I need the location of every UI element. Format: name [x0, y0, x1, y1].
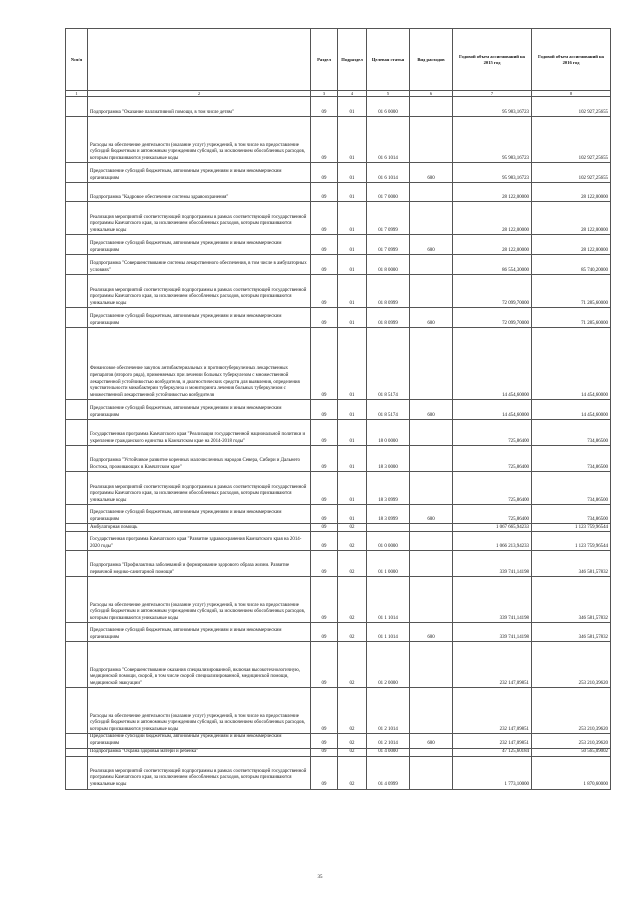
row-podrazdel-cell: 02 [338, 532, 367, 551]
row-2016-value-cell: 1 870,60000 [532, 756, 611, 789]
row-number-cell [66, 328, 88, 400]
row-razdel-cell: 09 [311, 420, 338, 446]
row-2015-value-cell: 95 983,16723 [453, 163, 532, 183]
row-target-article-cell: 01 4 0000 [367, 748, 410, 756]
row-target-article-cell: 01 7 0999 [367, 202, 410, 235]
row-2016-value-cell: 734,86500 [532, 420, 611, 446]
table-row [66, 235, 611, 255]
row-razdel-cell: 09 [311, 97, 338, 117]
row-name-cell: Подпрограмма "Профилактика заболеваний и формирование здорового образа жизни. Развитие первичной медико-санитарной помощи" [88, 551, 311, 577]
row-target-article-cell: 18 3 0000 [367, 446, 410, 472]
row-expense-type-cell [410, 275, 453, 308]
row-podrazdel-cell: 01 [338, 328, 367, 400]
row-target-article-cell: 01 7 0000 [367, 183, 410, 202]
row-target-article-cell: 01 8 5174 [367, 328, 410, 400]
row-2016-value-cell: 734,86500 [532, 472, 611, 505]
row-2016-value-cell: 28 122,00000 [532, 183, 611, 202]
row-2015-value-cell: 725,86400 [453, 472, 532, 505]
row-podrazdel-cell: 02 [338, 623, 367, 642]
row-2016-value-cell: 102 927,25655 [532, 163, 611, 183]
row-2015-value-cell: 1 773,10000 [453, 756, 532, 789]
row-2015-value-cell: 725,86400 [453, 420, 532, 446]
row-razdel-cell: 09 [311, 734, 338, 748]
row-expense-type-cell [410, 642, 453, 688]
row-razdel-cell: 09 [311, 163, 338, 183]
column-number: 4 [338, 91, 367, 97]
row-razdel-cell: 09 [311, 255, 338, 275]
row-name-cell: Расходы на обеспечение деятельности (оказание услуг) учреждений, в том числе на предоставление субсидий бюджетным и автономным учреждениям субсидий, за исключением обособленных расходов, которым присваиваются уникальные коды [88, 577, 311, 623]
row-number-cell [66, 532, 88, 551]
row-name-cell: Предоставление субсидий бюджетным, автономным учреждениям и иным некоммерческим организациям [88, 623, 311, 642]
row-2016-value-cell: 85 740,20000 [532, 255, 611, 275]
row-number-cell [66, 577, 88, 623]
row-number-cell [66, 400, 88, 420]
row-target-article-cell: 01 8 0000 [367, 255, 410, 275]
column-number: 6 [410, 91, 453, 97]
row-name-cell: Реализация мероприятий соответствующей подпрограммы в рамках соответствующей государственной программы Камчатского края, за исключением обособленных расходов, которым присваиваются уникальные коды [88, 756, 311, 789]
row-name-cell: Подпрограмма "Оказание паллиативной помощи, в том числе детям" [88, 97, 311, 117]
row-razdel-cell: 09 [311, 308, 338, 328]
budget-table-body [66, 97, 611, 789]
row-name-cell: Предоставление субсидий бюджетным, автономным учреждениям и иным некоммерческим организациям [88, 400, 311, 420]
row-2016-value-cell: 346 581,57832 [532, 577, 611, 623]
row-razdel-cell: 09 [311, 532, 338, 551]
row-2015-value-cell: 232 147,09851 [453, 642, 532, 688]
row-razdel-cell: 09 [311, 505, 338, 524]
row-target-article-cell [367, 524, 410, 532]
row-razdel-cell: 09 [311, 446, 338, 472]
row-expense-type-cell [410, 472, 453, 505]
row-target-article-cell: 01 8 5174 [367, 400, 410, 420]
row-expense-type-cell: 600 [410, 235, 453, 255]
row-2015-value-cell: 95 983,16723 [453, 97, 532, 117]
table-row [66, 688, 611, 734]
table-row [66, 551, 611, 577]
row-expense-type-cell: 600 [410, 163, 453, 183]
column-number: 3 [311, 91, 338, 97]
row-2016-value-cell: 253 210,39620 [532, 642, 611, 688]
table-row [66, 202, 611, 235]
row-2015-value-cell: 28 122,00000 [453, 235, 532, 255]
table-row [66, 505, 611, 524]
row-podrazdel-cell: 02 [338, 524, 367, 532]
col-header-2016: Годовой объем ассигнований на 2016 год [532, 29, 611, 91]
budget-table [65, 28, 611, 790]
row-name-cell: Подпрограмма "Кадровое обеспечение системы здравоохранения" [88, 183, 311, 202]
table-row [66, 446, 611, 472]
row-2016-value-cell: 346 581,57832 [532, 623, 611, 642]
row-podrazdel-cell: 02 [338, 734, 367, 748]
row-number-cell [66, 472, 88, 505]
table-row [66, 524, 611, 532]
row-razdel-cell: 09 [311, 183, 338, 202]
row-expense-type-cell: 600 [410, 734, 453, 748]
row-razdel-cell: 09 [311, 623, 338, 642]
row-target-article-cell: 01 4 0999 [367, 756, 410, 789]
table-row [66, 577, 611, 623]
row-podrazdel-cell: 02 [338, 756, 367, 789]
row-razdel-cell: 09 [311, 551, 338, 577]
row-razdel-cell: 09 [311, 117, 338, 163]
row-2015-value-cell: 28 122,00000 [453, 183, 532, 202]
row-2016-value-cell: 102 927,25655 [532, 97, 611, 117]
row-name-cell: Предоставление субсидий бюджетным, автономным учреждениям и иным некоммерческим организациям [88, 308, 311, 328]
row-2016-value-cell: 253 210,39620 [532, 734, 611, 748]
row-target-article-cell: 01 1 1014 [367, 623, 410, 642]
row-2015-value-cell: 725,86400 [453, 446, 532, 472]
row-podrazdel-cell: 01 [338, 308, 367, 328]
row-name-cell: Финансовое обеспечение закупок антибактериальных и противотуберкулезных лекарственных препаратов (второго ряда), применяемых при лечении больных туберкулезом с множественной лекарственной устойчивостью возбудителя, и диагностических средств для выявления, определения чувствительности микобактерии туберкулеза и мониторинга лечения больных туберкулезом с множественной лекарственной устойчивостью возбудителя [88, 328, 311, 400]
row-2015-value-cell: 72 099,70000 [453, 275, 532, 308]
row-2016-value-cell: 253 210,39620 [532, 688, 611, 734]
row-target-article-cell: 01 0 0000 [367, 532, 410, 551]
row-target-article-cell: 18 3 0999 [367, 505, 410, 524]
row-2016-value-cell: 71 285,60000 [532, 308, 611, 328]
row-number-cell [66, 734, 88, 748]
table-row [66, 420, 611, 446]
row-podrazdel-cell: 02 [338, 551, 367, 577]
row-expense-type-cell [410, 532, 453, 551]
col-header-name [88, 29, 311, 91]
row-target-article-cell: 01 2 1014 [367, 734, 410, 748]
row-target-article-cell: 01 2 0000 [367, 642, 410, 688]
row-number-cell [66, 551, 88, 577]
row-target-article-cell: 18 3 0999 [367, 472, 410, 505]
row-2016-value-cell: 102 927,25655 [532, 117, 611, 163]
column-number: 8 [532, 91, 611, 97]
table-row [66, 117, 611, 163]
table-row [66, 97, 611, 117]
row-razdel-cell: 09 [311, 400, 338, 420]
row-podrazdel-cell: 01 [338, 183, 367, 202]
row-expense-type-cell: 600 [410, 505, 453, 524]
row-number-cell [66, 97, 88, 117]
row-podrazdel-cell: 01 [338, 275, 367, 308]
row-2016-value-cell: 71 285,60000 [532, 275, 611, 308]
row-name-cell: Государственная программа Камчатского края "Развитие здравоохранения Камчатского края на 2014-2020 годы" [88, 532, 311, 551]
row-2015-value-cell: 232 147,09851 [453, 688, 532, 734]
row-expense-type-cell [410, 117, 453, 163]
row-target-article-cell: 01 6 0000 [367, 97, 410, 117]
row-name-cell: Предоставление субсидий бюджетным, автономным учреждениям и иным некоммерческим организациям [88, 235, 311, 255]
row-target-article-cell: 01 7 0999 [367, 235, 410, 255]
row-target-article-cell: 01 2 1014 [367, 688, 410, 734]
row-2016-value-cell: 734,86500 [532, 505, 611, 524]
table-row [66, 532, 611, 551]
row-razdel-cell: 09 [311, 472, 338, 505]
row-podrazdel-cell: 01 [338, 472, 367, 505]
row-target-article-cell: 01 6 1014 [367, 117, 410, 163]
row-number-cell [66, 117, 88, 163]
row-2016-value-cell: 28 122,00000 [532, 235, 611, 255]
row-number-cell [66, 524, 88, 532]
row-name-cell: Государственная программа Камчатского края "Реализация государственной национальной политики и укрепление гражданского единства в Камчатском крае на 2014-2018 годы" [88, 420, 311, 446]
row-expense-type-cell [410, 97, 453, 117]
row-podrazdel-cell: 01 [338, 117, 367, 163]
row-podrazdel-cell: 01 [338, 255, 367, 275]
table-row [66, 748, 611, 756]
row-podrazdel-cell: 01 [338, 97, 367, 117]
row-2015-value-cell: 14 454,60000 [453, 328, 532, 400]
row-name-cell: Реализация мероприятий соответствующей подпрограммы в рамках соответствующей государственной программы Камчатского края, за исключением обособленных расходов, которым присваиваются уникальные коды [88, 472, 311, 505]
row-name-cell: Расходы на обеспечение деятельности (оказание услуг) учреждений, в том числе на предоставление субсидий бюджетным и автономным учреждениям субсидий, за исключением обособленных расходов, которым присваиваются уникальные коды [88, 117, 311, 163]
row-podrazdel-cell: 01 [338, 420, 367, 446]
row-name-cell: Подпрограмма "Устойчивое развитие коренных малочисленных народов Севера, Сибири и Дальнего Востока, проживающих в Камчатском крае" [88, 446, 311, 472]
row-expense-type-cell [410, 756, 453, 789]
header-row [66, 29, 611, 91]
table-row [66, 183, 611, 202]
row-number-cell [66, 748, 88, 756]
row-number-cell [66, 183, 88, 202]
row-number-cell [66, 505, 88, 524]
column-number: 2 [88, 91, 311, 97]
row-2016-value-cell: 28 122,00000 [532, 202, 611, 235]
row-podrazdel-cell: 02 [338, 577, 367, 623]
row-podrazdel-cell: 01 [338, 400, 367, 420]
row-razdel-cell: 09 [311, 756, 338, 789]
row-number-cell [66, 756, 88, 789]
row-number-cell [66, 688, 88, 734]
table-row [66, 163, 611, 183]
row-2016-value-cell: 346 581,57832 [532, 551, 611, 577]
row-2015-value-cell: 86 554,30000 [453, 255, 532, 275]
table-row [66, 308, 611, 328]
row-expense-type-cell [410, 446, 453, 472]
row-name-cell: Реализация мероприятий соответствующей подпрограммы в рамках соответствующей государственной программы Камчатского края, за исключением обособленных расходов, которым присваиваются уникальные коды [88, 275, 311, 308]
table-row [66, 400, 611, 420]
row-number-cell [66, 275, 88, 308]
row-razdel-cell: 09 [311, 642, 338, 688]
row-podrazdel-cell: 02 [338, 748, 367, 756]
row-number-cell [66, 235, 88, 255]
row-expense-type-cell [410, 183, 453, 202]
row-number-cell [66, 642, 88, 688]
row-razdel-cell: 09 [311, 688, 338, 734]
row-expense-type-cell [410, 328, 453, 400]
row-2016-value-cell: 1 123 759,96544 [532, 524, 611, 532]
row-target-article-cell: 01 8 0999 [367, 308, 410, 328]
col-header-razdel: Раздел [311, 29, 338, 91]
row-target-article-cell: 18 0 0000 [367, 420, 410, 446]
row-podrazdel-cell: 01 [338, 235, 367, 255]
col-header-podrazdel: Подраздел [338, 29, 367, 91]
row-2016-value-cell: 14 454,60000 [532, 400, 611, 420]
row-razdel-cell: 09 [311, 748, 338, 756]
row-2016-value-cell: 1 123 759,96544 [532, 532, 611, 551]
row-target-article-cell: 01 8 0999 [367, 275, 410, 308]
row-name-cell: Предоставление субсидий бюджетным, автономным учреждениям и иным некоммерческим организациям [88, 505, 311, 524]
row-podrazdel-cell: 01 [338, 202, 367, 235]
row-2015-value-cell: 339 741,14198 [453, 551, 532, 577]
row-2015-value-cell: 339 741,14198 [453, 623, 532, 642]
column-number: 1 [66, 91, 88, 97]
row-number-cell [66, 308, 88, 328]
row-2016-value-cell: 50 565,09002 [532, 748, 611, 756]
row-expense-type-cell: 600 [410, 308, 453, 328]
budget-sheet [65, 28, 610, 790]
row-2015-value-cell: 1 067 665,94233 [453, 524, 532, 532]
row-expense-type-cell [410, 551, 453, 577]
table-row [66, 472, 611, 505]
row-razdel-cell: 09 [311, 275, 338, 308]
column-number: 7 [453, 91, 532, 97]
col-header-2015: Годовой объем ассигнований на 2015 год [453, 29, 532, 91]
row-razdel-cell: 09 [311, 328, 338, 400]
table-row [66, 642, 611, 688]
row-expense-type-cell [410, 202, 453, 235]
row-2015-value-cell: 339 741,14198 [453, 577, 532, 623]
row-expense-type-cell [410, 524, 453, 532]
row-2015-value-cell: 47 125,60184 [453, 748, 532, 756]
row-2015-value-cell: 725,86400 [453, 505, 532, 524]
row-name-cell: Подпрограмма "Охрана здоровья матери и ребенка" [88, 748, 311, 756]
row-expense-type-cell [410, 748, 453, 756]
row-2015-value-cell: 28 122,00000 [453, 202, 532, 235]
row-number-cell [66, 255, 88, 275]
row-target-article-cell: 01 6 1014 [367, 163, 410, 183]
row-2016-value-cell: 14 454,60000 [532, 328, 611, 400]
row-razdel-cell: 09 [311, 202, 338, 235]
row-number-cell [66, 163, 88, 183]
row-name-cell: Реализация мероприятий соответствующей подпрограммы в рамках соответствующей государственной программы Камчатского края, за исключением обособленных расходов, которым присваиваются уникальные коды [88, 202, 311, 235]
row-expense-type-cell [410, 420, 453, 446]
row-name-cell: Предоставление субсидий бюджетным, автономным учреждениям и иным некоммерческим организациям [88, 163, 311, 183]
row-podrazdel-cell: 01 [338, 446, 367, 472]
row-number-cell [66, 420, 88, 446]
table-row [66, 623, 611, 642]
row-expense-type-cell [410, 688, 453, 734]
row-name-cell: Амбулаторная помощь [88, 524, 311, 532]
row-razdel-cell: 09 [311, 235, 338, 255]
row-2015-value-cell: 1 066 213,94233 [453, 532, 532, 551]
row-name-cell: Подпрограмма "Совершенствование оказания специализированной, включая высокотехнологичную, медицинской помощи, скорой, в том числе скорой специализированной, медицинской помощи, медицинской эвакуации" [88, 642, 311, 688]
row-2015-value-cell: 14 454,60000 [453, 400, 532, 420]
row-target-article-cell: 01 1 0000 [367, 551, 410, 577]
row-podrazdel-cell: 01 [338, 163, 367, 183]
col-header-target-article: Целевая статья [367, 29, 410, 91]
table-row [66, 734, 611, 748]
col-header-expense-type: Вид расходов [410, 29, 453, 91]
row-name-cell: Предоставление субсидий бюджетным, автономным учреждениям и иным некоммерческим организациям [88, 734, 311, 748]
page-number: 35 [317, 875, 323, 880]
row-expense-type-cell [410, 577, 453, 623]
row-podrazdel-cell: 02 [338, 642, 367, 688]
col-header-number: №п/п [66, 29, 88, 91]
row-expense-type-cell: 600 [410, 623, 453, 642]
row-razdel-cell: 09 [311, 524, 338, 532]
row-podrazdel-cell: 01 [338, 505, 367, 524]
row-number-cell [66, 446, 88, 472]
row-expense-type-cell [410, 255, 453, 275]
row-expense-type-cell: 600 [410, 400, 453, 420]
row-name-cell: Расходы на обеспечение деятельности (оказание услуг) учреждений, в том числе на предоставление субсидий бюджетным и автономным учреждениям субсидий, за исключением обособленных расходов, которым присваиваются уникальные коды [88, 688, 311, 734]
row-2015-value-cell: 232 147,09851 [453, 734, 532, 748]
row-2016-value-cell: 734,86500 [532, 446, 611, 472]
row-2015-value-cell: 72 099,70000 [453, 308, 532, 328]
table-row [66, 756, 611, 789]
table-row [66, 255, 611, 275]
table-row [66, 275, 611, 308]
row-target-article-cell: 01 1 1014 [367, 577, 410, 623]
row-name-cell: Подпрограмма "Совершенствование системы лекарственного обеспечения, в том числе в амбулаторных условиях" [88, 255, 311, 275]
table-row [66, 328, 611, 400]
column-number: 5 [367, 91, 410, 97]
row-razdel-cell: 09 [311, 577, 338, 623]
row-number-cell [66, 623, 88, 642]
row-number-cell [66, 202, 88, 235]
row-podrazdel-cell: 02 [338, 688, 367, 734]
row-2015-value-cell: 95 983,16723 [453, 117, 532, 163]
